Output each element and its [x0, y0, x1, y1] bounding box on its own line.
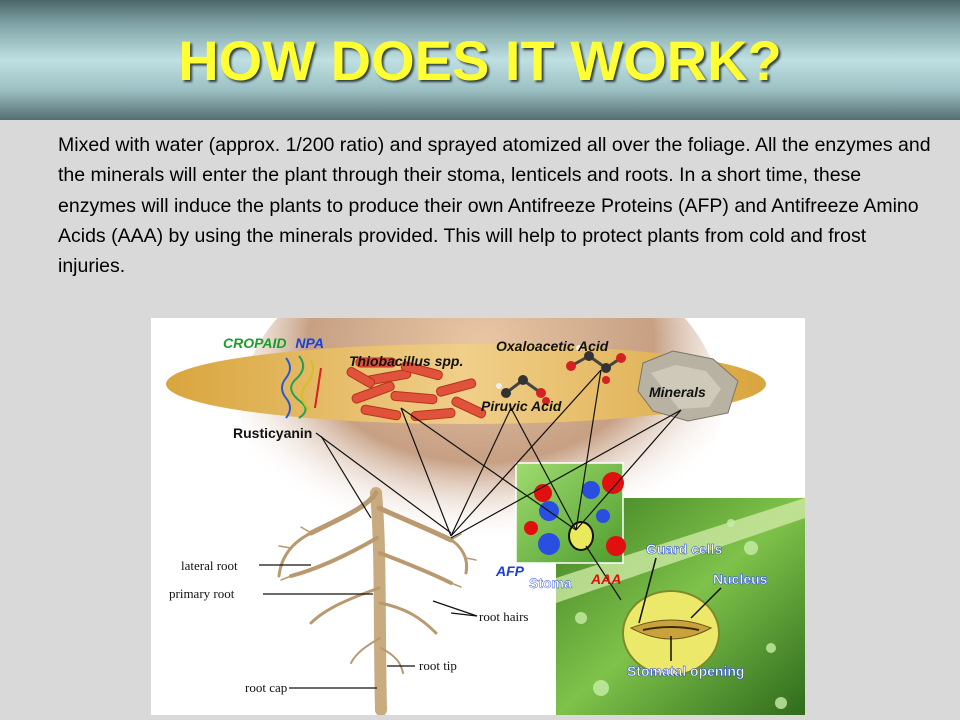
piruvic-acid-label: Piruvic Acid [481, 398, 562, 414]
nucleus-label: Nucleus [713, 571, 768, 587]
guard-cells-label: Guard cells [646, 541, 723, 557]
primary-root-label: primary root [169, 586, 235, 601]
plant-diagram-figure [151, 318, 805, 715]
stomatal-opening-label: Stomatal opening [627, 663, 745, 679]
afp-label: AFP [496, 563, 524, 579]
root-cap-label: root cap [245, 680, 288, 695]
minerals-label: Minerals [649, 384, 706, 400]
stoma-closeup-panel [516, 463, 626, 563]
stoma-label: Stoma [529, 575, 572, 591]
thiobacillus-label: Thiobacillus spp. [349, 353, 464, 369]
root-hairs-label: root hairs [479, 609, 529, 624]
plant-diagram-svg [151, 318, 805, 715]
rusticyanin-label: Rusticyanin [233, 425, 313, 441]
slide-paragraph: Mixed with water (approx. 1/200 ratio) and sprayed atomized all over the foliage. All the enzymes and the minerals will enter the plant through their stoma, lenticels and roots. In a short time, these enzymes will induce the plants to produce their own Antifreeze Proteins (AFP) and Antifreeze Amino Acids (AAA) by using the minerals provided. This will help to protect plants from cold and frost injuries. [58, 134, 931, 278]
aaa-label: AAA [591, 571, 622, 587]
cropaid-brand-label: CROPAID NPA [223, 335, 324, 351]
oxaloacetic-acid-label: Oxaloacetic Acid [496, 338, 609, 354]
slide-title: HOW DOES IT WORK? [178, 29, 782, 92]
lateral-root-label: lateral root [181, 558, 238, 573]
root-tip-label: root tip [419, 658, 457, 673]
